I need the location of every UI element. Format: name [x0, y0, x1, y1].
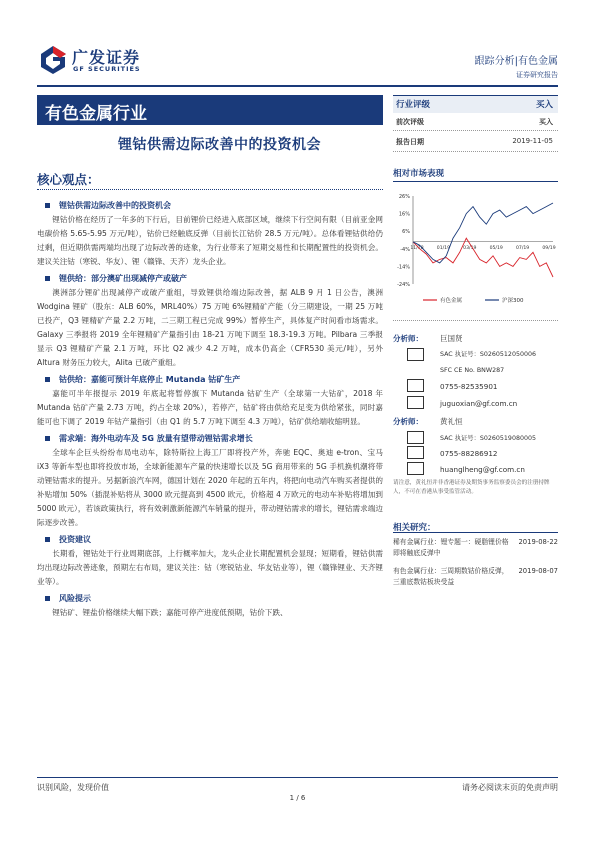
market-performance-title: 相对市场表现	[393, 169, 445, 179]
section	[37, 199, 383, 269]
rating-divider	[393, 130, 558, 131]
brand-logo	[38, 42, 153, 78]
analyst-role: 分析师：	[393, 417, 423, 426]
core-rule	[37, 189, 383, 190]
analyst-email[interactable]: huanglheng@gf.com.cn	[440, 465, 525, 474]
header-rule	[37, 85, 558, 87]
email-icon	[407, 396, 424, 409]
phone-icon	[407, 446, 424, 459]
analyst-card	[393, 333, 558, 408]
related-item-date: 2019-08-07	[518, 567, 558, 575]
analyst-name: 黄礼恒	[440, 417, 463, 426]
prev-rating-label: 前次评级	[396, 118, 424, 126]
x-tick-label: 11/18	[410, 245, 424, 251]
core-title: 核心观点：	[37, 172, 100, 187]
section	[37, 432, 383, 530]
relative-performance-chart	[393, 188, 558, 313]
analyst-license: SAC 执证号：S0260512050006	[440, 351, 536, 358]
legend-label: 有色金属	[440, 298, 463, 304]
y-tick-label: 26%	[398, 194, 410, 200]
x-tick-label: 03/19	[463, 245, 477, 251]
related-item[interactable]	[393, 566, 558, 588]
y-tick-label: -4%	[400, 246, 410, 253]
analyst-card	[393, 416, 558, 476]
prev-rating-value: 买入	[539, 118, 553, 126]
section	[37, 373, 383, 429]
related-item[interactable]	[393, 537, 558, 559]
rating-box	[393, 95, 558, 161]
y-tick-label: -14%	[397, 264, 410, 271]
footer-slogan: 识别风险，发现价值	[37, 783, 109, 792]
report-body	[37, 196, 383, 620]
section	[37, 533, 383, 589]
related-item-date: 2019-08-22	[518, 538, 558, 546]
related-rule	[393, 532, 558, 533]
y-tick-label: 6%	[402, 229, 410, 236]
brand-name-en: GF SECURITIES	[73, 65, 141, 73]
analyst-name: 巨国贤	[440, 334, 463, 343]
analyst-phone: 0755-88286912	[440, 449, 498, 458]
analyst-role: 分析师：	[393, 334, 423, 343]
footer-disclaimer: 请务必阅读末页的免责声明	[462, 783, 558, 792]
section-heading: 锂供给：部分澳矿出现减停产或破产	[37, 272, 383, 286]
section	[37, 272, 383, 370]
report-title: 锂钴供需边际改善中的投资机会	[118, 137, 321, 153]
y-tick-label: 16%	[398, 211, 410, 218]
related-research-title: 相关研究：	[393, 523, 436, 533]
report-date-label: 报告日期	[396, 138, 424, 146]
analyst-phone: 0755-82535901	[440, 382, 498, 391]
sidebar-divider	[393, 320, 558, 321]
section	[37, 592, 383, 620]
section-paragraph: 全球车企巨头纷纷布局电动车，除特斯拉上海工厂即将投产外，奔驰 EQC、奥迪 e-tron、宝马 iX3 等新车型也即将投放市场，全球新能源车产量的快速增长以及 5G 商用带来的 5G 手机换机潮将带动锂钴需求的提升。另据新浪汽车网，德国计划在 2020 年起的五年内，将把向电动汽车购买者提供的补贴增加 50%（插混补贴将从 3000 欧元提高到 4500 欧元，价格超 4 万欧元的电动车补贴将增加到 5000 欧元），若该政策执行，将有效刺激新能源汽车销量的提升，带动锂钴需求的增长，锂钴需求端边际逐步改善。	[37, 448, 383, 527]
gf-logo-icon	[38, 44, 68, 74]
license-icon	[407, 348, 424, 361]
report-date-value: 2019-11-05	[512, 137, 553, 145]
x-tick-label: 05/19	[489, 245, 503, 251]
analyst-license-sfc: SFC CE No. BNW287	[440, 367, 505, 374]
analyst-license: SAC 执证号：S0260519080005	[440, 435, 536, 442]
license-icon	[407, 431, 424, 444]
x-tick-label: 09/19	[542, 245, 556, 251]
page-number: 1 / 6	[289, 794, 306, 802]
section-heading: 钴供给：嘉能可预计年底停止 Mutanda 钴矿生产	[37, 373, 383, 387]
section-paragraph: 澳洲部分锂矿出现减停产或破产重组，导致锂供给端边际改善，据 ALB 9 月 1 日公告，澳洲 Wodgina 锂矿（股东：ALB 60%，MRL40%）75 万吨 6%锂精矿产能（分三期建设，一期 25 万吨已投产，Q3 锂精矿产量 2.2 万吨，二三期工程已完成 99%）暂停生产，具体复产时间看市场需求。Galaxy 三季报将 2019 全年锂精矿产量指引由 18-21 万吨下调至 18.3-19.3 万吨。Pilbara 三季报显示 Q3 锂精矿产量 2.1 万吨，环比 Q2 减少 4.2 万吨，成本仍高企（CFR530 美元/吨），另外 Altura 财务压力较大，Alita 已破产重组。	[37, 288, 383, 367]
rating-value: 买入	[535, 100, 553, 110]
rating-divider	[393, 151, 558, 152]
analyst-disclaimer-note: 请注意，黄礼恒并非香港证券及期货事务监察委员会的注册持牌人，不可在香港从事受监管活动。	[393, 480, 550, 495]
x-tick-label: 07/19	[515, 245, 530, 251]
email-icon	[407, 462, 424, 475]
section-heading: 需求端：海外电动车及 5G 放量有望带动锂钴需求增长	[37, 432, 383, 446]
section-paragraph: 长期看，锂钴处于行业周期底部，上行概率加大，龙头企业长期配置机会显现；短期看，锂钴供需均出现边际改善迹象，预期左右布局，建议关注：钴（寒锐钴业、华友钴业等），锂（赣锋锂业、天齐锂业等）。	[37, 549, 383, 586]
report-category: 跟踪分析|有色金属	[474, 56, 558, 67]
y-tick-label: -24%	[397, 282, 410, 288]
section-heading: 风险提示	[37, 592, 383, 606]
industry-title: 有色金属行业	[45, 104, 147, 124]
analyst-email[interactable]: juguoxian@gf.com.cn	[440, 399, 518, 408]
related-item-text: 稀有金属行业：锂专题一：硬脂锂价格即将触底反弹中	[393, 538, 509, 557]
section-paragraph: 锂钴矿、锂盐价格继续大幅下跌；嘉能可停产进度低预期，钴价下跌、	[52, 608, 288, 617]
report-type: 证券研究报告	[516, 71, 558, 79]
footer-rule	[37, 777, 558, 778]
phone-icon	[407, 379, 424, 392]
series-line	[413, 238, 556, 277]
sidebar-rule	[393, 181, 558, 182]
x-tick-label: 01/19	[436, 245, 451, 251]
section-heading: 投资建议	[37, 533, 383, 547]
industry-banner	[37, 95, 383, 125]
brand-name-cn: 广发证券	[72, 48, 141, 67]
legend-label: 沪深300	[502, 298, 524, 304]
section-paragraph: 锂钴价格在经历了一年多的下行后，目前锂价已经进入底部区域，继续下行空间有限（目前亚金网电碳价格 5.65-5.95 万元/吨），钴价已经触底反弹（目前长江钴价 28.5 万元/吨）。总体看锂钴供给仍过剩，但近期供需两端均出现了边际改善的迹象，为行业带来了短期交易性和长期配置性的投资机会。建议关注钴（寒锐、华友）、锂（赣锋、天齐）龙头企业。	[37, 215, 383, 266]
section-paragraph: 嘉能可半年报提示 2019 年底起将暂停旗下 Mutanda 钴矿生产（全球第一大钴矿，2018 年 Mutanda 钴矿产量 2.73 万吨，约占全球 20%），若停产，钴矿将由供给充足变为供给紧张，同时嘉能可也下调了 2019 年钴产量指引（由 Q1 的 5.7 万吨下调至 4.3 万吨），钴矿供给端收缩明显。	[37, 389, 383, 426]
section-heading: 锂钴供需边际改善中的投资机会	[37, 199, 383, 213]
rating-label: 行业评级	[396, 100, 431, 110]
related-item-text: 有色金属行业：三周期数钴价格反弹，三重底数钴板块受益	[393, 567, 509, 586]
